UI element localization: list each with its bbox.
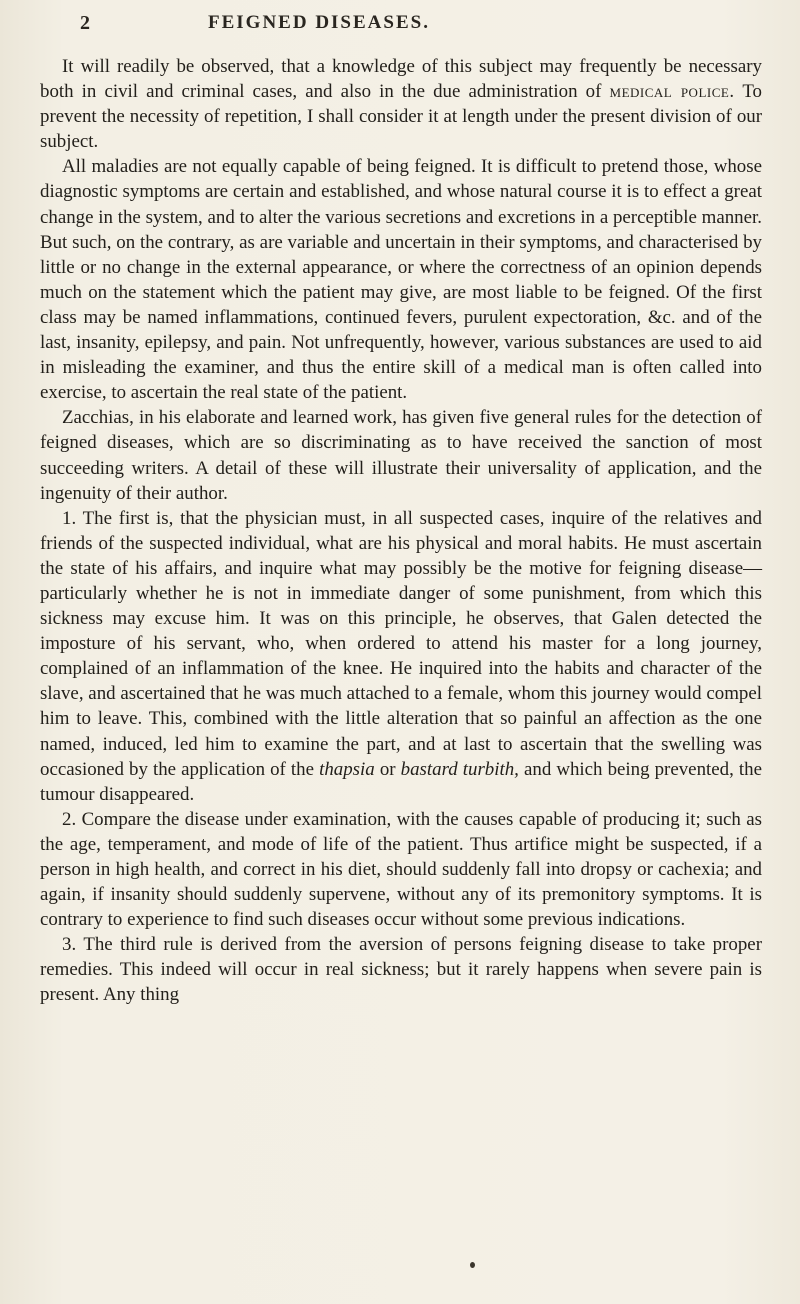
paragraph-1 <box>40 54 762 154</box>
paragraph-4-text-a: 1. The first is, that the physician must, in all suspected cases, inquire of the relatives and friends of the suspected individual, what are his physical and moral habits. He must ascertain the state of his affairs, and inquire what may possibly be the motive for feigning disease—particularly whether he is not in immediate danger of some punishment, from which this sickness may excuse him. It was on this principle, he observes, that Galen detected the imposture of his servant, who, when ordered to attend his master for a long journey, complained of an inflammation of the knee. He inquired into the habits and character of the slave, and ascertained that he was much attached to a female, whom this journey would compel him to leave. This, combined with the little alteration that so painful an affection as the one named, induced, led him to examine the part, and at last to ascertain that the swelling was occasioned by the application of the <box>40 507 762 780</box>
running-title: FEIGNED DISEASES. <box>208 12 430 33</box>
paragraph-3: Zacchias, in his elaborate and learned work, has given five general rules for the detection of feigned diseases, which are so discriminating as to have received the sanction of most succeeding writers. A detail of these will illustrate their universality of application, and the ingenuity of their author. <box>40 407 762 504</box>
paragraph-1-text-a: It will readily be observed, that a knowledge of this subject may frequently be necessary both in civil and criminal cases, and also in the due administration of <box>40 56 762 103</box>
medical-police-term: medical police. <box>609 81 735 103</box>
page-header <box>80 12 720 38</box>
thapsia-term: thapsia <box>319 758 375 780</box>
paragraph-5: 2. Compare the disease under examination, with the causes capable of producing it; such as the age, temperament, and mode of life of the patient. Thus artifice might be suspected, if a person in high health, and correct in his diet, should suddenly fall into dropsy or cachexia; and again, if insanity should suddenly supervene, without any of its premonitory symptoms. It is contrary to experience to find such diseases occur without some previous indications. <box>40 808 762 931</box>
paragraph-6: 3. The third rule is derived from the aversion of persons feigning disease to take proper remedies. This indeed will occur in real sickness; but it rarely happens when severe pain is present. Any thing <box>40 934 762 1006</box>
paragraph-1-text-b: To prevent the necessity of repetition, I shall consider it at length under the present division of our subject. <box>40 81 762 153</box>
paragraph-4 <box>40 506 762 807</box>
ink-speck <box>470 1262 475 1268</box>
paragraph-2: All maladies are not equally capable of being feigned. It is difficult to pretend those, whose diagnostic symptoms are certain and established, and whose natural course it is to effect a great change in the system, and to alter the various secretions and excretions in a perceptible manner. But such, on the contrary, as are variable and uncertain in their symptoms, and characterised by little or no change in the external appearance, or where the correctness of an opinion depends much on the statement which the patient may give, are most liable to be feigned. Of the first class may be named inflammations, continued fevers, purulent expectoration, &c. and of the last, insanity, epilepsy, and pain. Not unfrequently, however, various substances are used to aid in misleading the examiner, and thus the entire skill of a medical man is often called into exercise, to ascertain the real state of the patient. <box>40 156 762 404</box>
page-number: 2 <box>80 12 90 34</box>
paragraph-4-text-b: or <box>379 758 396 780</box>
bastard-turbith-term: bastard turbith, <box>400 758 519 780</box>
body-text <box>40 54 762 1008</box>
paragraph-4-text-c: and which being prevented, the tumour disappeared. <box>40 758 762 805</box>
